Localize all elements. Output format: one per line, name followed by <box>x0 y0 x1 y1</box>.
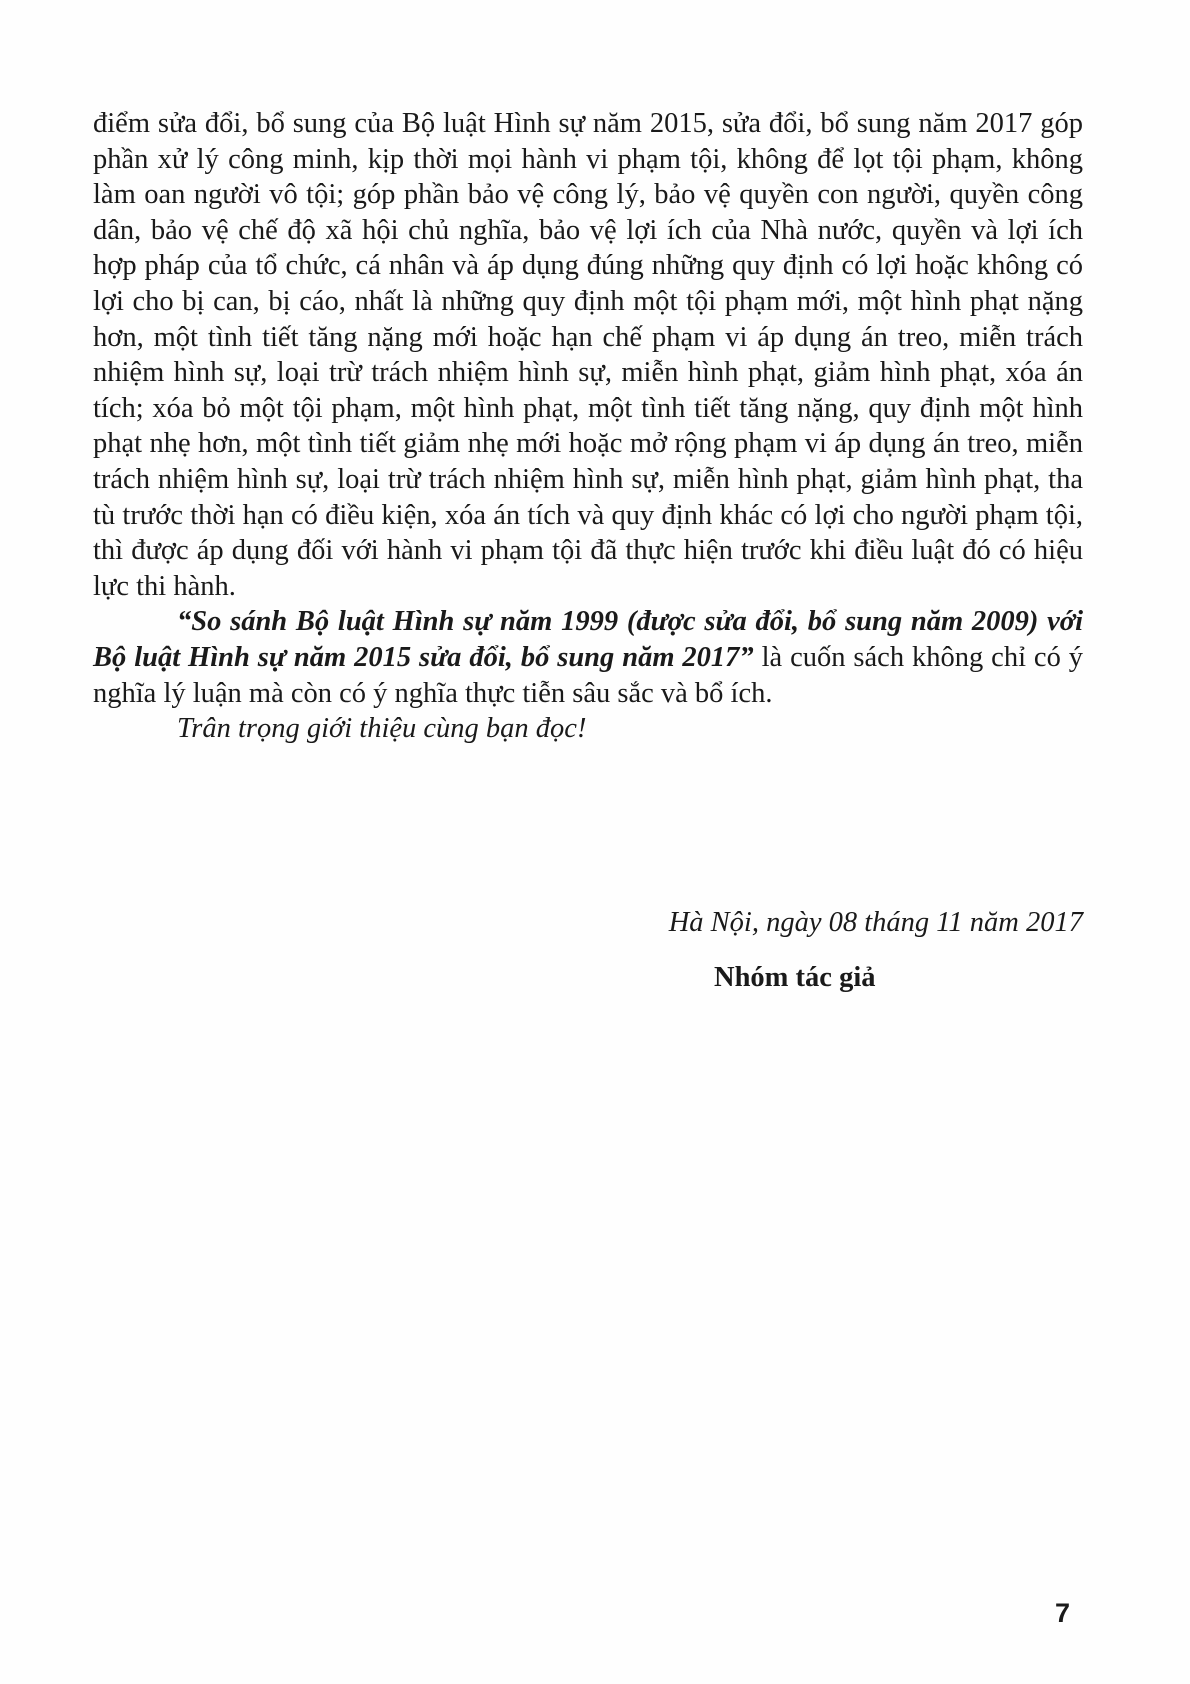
closing-greeting: Trân trọng giới thiệu cùng bạn đọc! <box>177 713 587 745</box>
author-signature: Nhóm tác giả <box>714 962 876 993</box>
place-date: Hà Nội, ngày 08 tháng 11 năm 2017 <box>668 907 1083 938</box>
page-number: 7 <box>1055 1598 1071 1628</box>
paragraph-continuation: điểm sửa đổi, bổ sung của Bộ luật Hình sự năm 2015, sửa đổi, bổ sung năm 2017 góp phần xử lý công minh, kịp thời mọi hành vi phạm tội, không để lọt tội phạm, không làm oan người vô tội; góp phần bảo vệ công lý, bảo vệ quyền con người, quyền công dân, bảo vệ chế độ xã hội chủ nghĩa, bảo vệ lợi ích của Nhà nước, quyền và lợi ích hợp pháp của tổ chức, cá nhân và áp dụng đúng những quy định có lợi hoặc không có lợi cho bị can, bị cáo, nhất là những quy định một tội phạm mới, một hình phạt nặng hơn, một tình tiết tăng nặng mới hoặc hạn chế phạm vi áp dụng án treo, miễn trách nhiệm hình sự, loại trừ trách nhiệm hình sự, miễn hình phạt, giảm hình phạt, xóa án tích; xóa bỏ một tội phạm, một hình phạt, một tình tiết tăng nặng, quy định một hình phạt nhẹ hơn, một tình tiết giảm nhẹ mới hoặc mở rộng phạm vi áp dụng án treo, miễn trách nhiệm hình sự, loại trừ trách nhiệm hình sự, miễn hình phạt, giảm hình phạt, tha tù trước thời hạn có điều kiện, xóa án tích và quy định khác có lợi cho người phạm tội, thì được áp dụng đối với hành vi phạm tội đã thực hiện trước khi điều luật đó có hiệu lực thi hành. <box>93 108 1083 602</box>
body-text <box>93 106 1083 747</box>
book-introduction-text: là cuốn sách không chỉ có ý nghĩa lý luận mà còn có ý nghĩa thực tiễn sâu sắc và bổ ích. <box>93 641 1084 709</box>
book-title: “So sánh Bộ luật Hình sự năm 1999 (được sửa đổi, bổ sung năm 2009) với Bộ luật Hình sự năm 2015 sửa đổi, bổ sung năm 2017” <box>93 606 1083 673</box>
book-introduction-paragraph <box>93 604 1083 711</box>
